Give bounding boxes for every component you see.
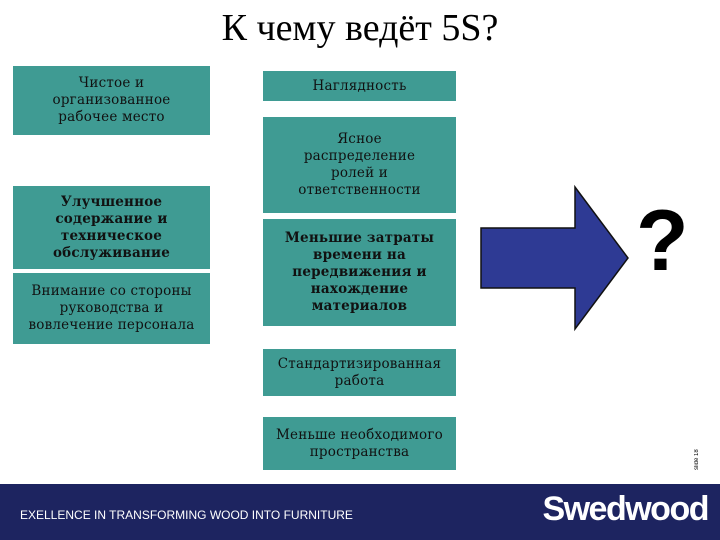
footer-tagline: EXELLENCE IN TRANSFORMING WOOD INTO FURNITURE	[20, 508, 353, 522]
box-less-time	[263, 219, 456, 326]
box-management-attention	[13, 273, 210, 344]
box-visibility	[263, 71, 456, 101]
slide-number: slide 18	[694, 449, 700, 471]
swedwood-logo: Swedwood	[542, 490, 708, 528]
right-arrow-icon	[480, 183, 630, 333]
arrow-shape	[481, 187, 628, 329]
box-label: Меньшие затраты времени на передвижения и нахождение материалов	[284, 230, 435, 314]
box-improved-maintenance	[13, 186, 210, 269]
box-label: Внимание со стороны руководства и вовлечение персонала	[28, 283, 195, 333]
box-clean-workplace	[13, 66, 210, 135]
box-label: Улучшенное содержание и техническое обслуживание	[52, 193, 171, 261]
box-label: Наглядность	[312, 77, 407, 94]
box-label: Меньше необходимого пространства	[276, 426, 443, 460]
box-label: Ясное распределение ролей и ответственности	[298, 131, 421, 198]
box-label: Чистое и организованное рабочее место	[52, 75, 171, 125]
box-standard-work	[263, 349, 456, 396]
box-less-space	[263, 417, 456, 470]
box-clear-roles	[263, 117, 456, 213]
footer-bar	[0, 484, 720, 540]
slide-title: К чему ведёт 5S?	[221, 7, 499, 49]
box-label: Стандартизированная работа	[277, 355, 442, 389]
question-mark: ?	[636, 193, 689, 289]
